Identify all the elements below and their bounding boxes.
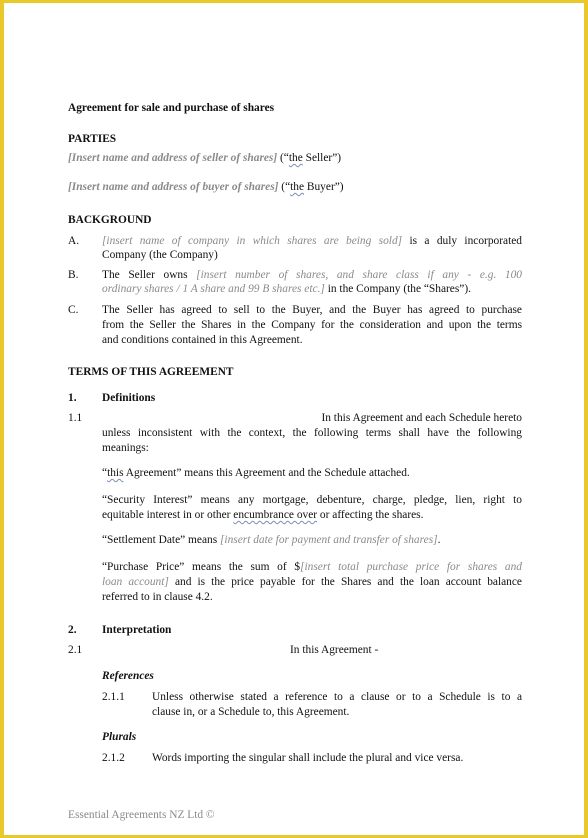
section-2-number: 2. <box>68 624 77 636</box>
definition-settlement: “Settlement Date” means [insert date for payment and transfer of shares]. <box>102 534 441 546</box>
clause-2-1-1-line1: Unless otherwise stated a reference to a clause or to a Schedule is to a <box>152 691 522 703</box>
definition-security-line2: equitable interest in or other encumbrance over or affecting the shares. <box>102 509 424 521</box>
definition-security-line1: “Security Interest” means any mortgage, debenture, charge, pledge, lien, right to <box>102 494 522 506</box>
references-heading: References <box>102 670 154 682</box>
buyer-line: [Insert name and address of buyer of shares] (“the Buyer”) <box>68 181 344 193</box>
document-title: Agreement for sale and purchase of shares <box>68 102 275 114</box>
clause-1-1-line2: unless inconsistent with the context, the following terms shall have the following <box>102 427 522 439</box>
seller-placeholder: [Insert name and address of seller of shares] <box>68 152 278 164</box>
clause-2-1-2-number: 2.1.2 <box>102 752 125 764</box>
definition-agreement: “this Agreement” means this Agreement and the Schedule attached. <box>102 467 410 479</box>
section-2-title: Interpretation <box>102 624 172 636</box>
recital-b-line1: The Seller owns [insert number of shares, and share class if any - e.g. 100 <box>102 269 522 281</box>
clause-2-1-2-text: Words importing the singular shall include the plural and vice versa. <box>152 752 464 764</box>
recital-c-label: C. <box>68 304 79 316</box>
background-heading: BACKGROUND <box>68 214 152 226</box>
recital-b-label: B. <box>68 269 79 281</box>
recital-c-line2: from the Seller the Shares in the Company for the consideration and upon the terms <box>102 319 522 331</box>
clause-1-1-line3: meanings: <box>102 442 149 454</box>
recital-a-label: A. <box>68 235 80 247</box>
recital-c-line1: The Seller has agreed to sell to the Buyer, and the Buyer has agreed to purchase <box>102 304 522 316</box>
clause-1-1-number: 1.1 <box>68 412 83 424</box>
definition-price-line1: “Purchase Price” means the sum of $[insert total purchase price for shares and <box>102 561 522 573</box>
clause-1-1-line1: In this Agreement and each Schedule hereto <box>321 412 522 424</box>
section-1-title: Definitions <box>102 392 156 404</box>
recital-a-line2: Company (the Company) <box>102 249 218 261</box>
recital-b-line2: ordinary shares / 1 A share and 99 B shares etc.] in the Company (the “Shares”). <box>102 283 471 295</box>
definition-price-line2: loan account] and is the price payable for the Shares and the loan account balance <box>102 576 522 588</box>
parties-heading: PARTIES <box>68 133 117 145</box>
buyer-placeholder: [Insert name and address of buyer of shares] <box>68 181 279 193</box>
clause-2-1-text: In this Agreement - <box>290 644 379 656</box>
seller-line: [Insert name and address of seller of shares] (“the Seller”) <box>68 152 342 164</box>
clause-2-1-1-line2: clause in, or a Schedule to, this Agreement. <box>152 706 350 718</box>
definition-price-line3: referred to in clause 4.2. <box>102 591 213 603</box>
terms-heading: TERMS OF THIS AGREEMENT <box>68 366 234 378</box>
footer-copyright: Essential Agreements NZ Ltd © <box>68 809 215 821</box>
clause-2-1-number: 2.1 <box>68 644 83 656</box>
recital-a-line1: [insert name of company in which shares are being sold] is a duly incorporated <box>102 235 522 247</box>
plurals-heading: Plurals <box>102 731 137 743</box>
recital-c-line3: and conditions contained in this Agreement. <box>102 334 303 346</box>
clause-2-1-1-number: 2.1.1 <box>102 691 125 703</box>
section-1-number: 1. <box>68 392 77 404</box>
document-page <box>4 3 584 835</box>
